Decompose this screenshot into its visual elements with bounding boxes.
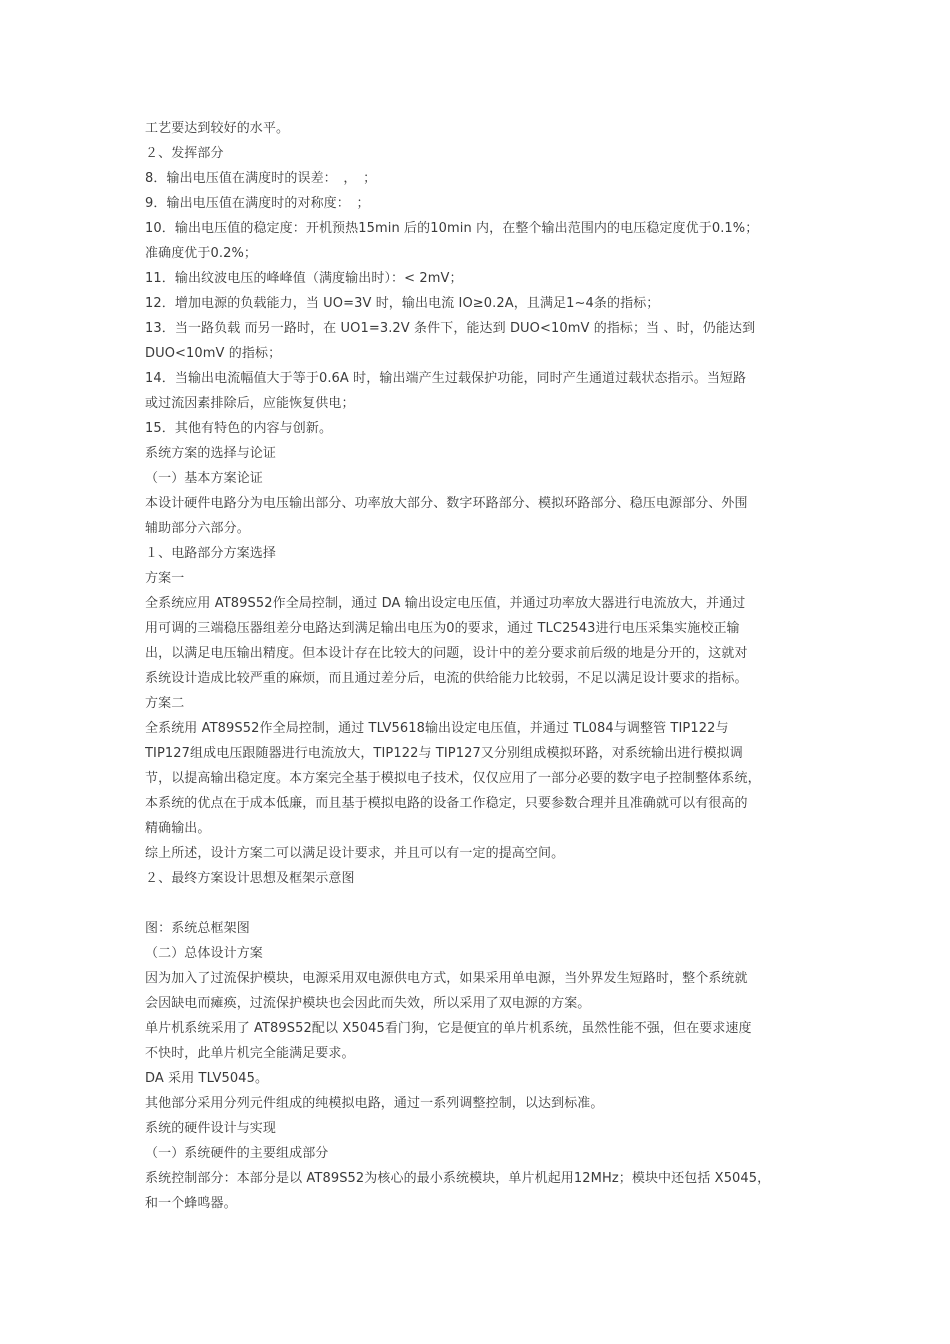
figure-caption: 图：系统总框架图: [145, 921, 250, 936]
text-line: 15．其他有特色的内容与创新。: [145, 421, 333, 436]
text-line: 和一个蜂鸣器。: [145, 1196, 237, 1211]
text-line: 11．输出纹波电压的峰峰值（满度输出时）：< 2mV；: [145, 271, 463, 286]
text-line: 8．输出电压值在满度时的误差： ， ；: [145, 171, 377, 186]
text-line: 会因缺电而瘫痪，过流保护模块也会因此而失效，所以采用了双电源的方案。: [145, 996, 591, 1011]
section-heading: （二）总体设计方案: [145, 946, 263, 961]
text-line: TIP127组成电压跟随器进行电流放大，TIP122与 TIP127又分别组成模拟环路，对系统输出进行模拟调: [145, 746, 743, 761]
text-line: 全系统应用 AT89S52作全局控制，通过 DA 输出设定电压值，并通过功率放大器进行电流放大，并通过: [145, 596, 746, 611]
blank-line: [145, 891, 811, 916]
text-line: 13．当一路负载 而另一路时，在 UO1=3.2V 条件下，能达到 DUO<10mV 的指标；当 、时，仍能达到: [145, 321, 756, 336]
text-line: 系统控制部分：本部分是以 AT89S52为核心的最小系统模块，单片机起用12MHz；模块中还包括 X5045，: [145, 1171, 771, 1186]
text-line: 用可调的三端稳压器组差分电路达到满足输出电压为0的要求，通过 TLC2543进行电压采集实施校正输: [145, 621, 740, 636]
section-heading: 系统方案的选择与论证: [145, 446, 277, 461]
section-heading: 方案一: [145, 571, 185, 586]
text-line: 本系统的优点在于成本低廉，而且基于模拟电路的设备工作稳定，只要参数合理并且准确就可以有很高的: [145, 796, 748, 811]
text-line: 不快时，此单片机完全能满足要求。: [145, 1046, 355, 1061]
text-line: 准确度优于0.2%；: [145, 246, 258, 261]
text-line: 辅助部分六部分。: [145, 521, 250, 536]
text-line: 单片机系统采用了 AT89S52配以 X5045看门狗，它是便宜的单片机系统，虽然性能不强，但在要求速度: [145, 1021, 752, 1036]
text-line: 精确输出。: [145, 821, 211, 836]
text-line: 系统设计造成比较严重的麻烦，而且通过差分后，电流的供给能力比较弱，不足以满足设计要求的指标。: [145, 671, 748, 686]
section-heading: （一）系统硬件的主要组成部分: [145, 1146, 329, 1161]
section-heading: 方案二: [145, 696, 185, 711]
text-line: 出，以满足电压输出精度。但本设计存在比较大的问题，设计中的差分要求前后级的地是分开的，这就对: [145, 646, 748, 661]
text-line: 节，以提高输出稳定度。本方案完全基于模拟电子技术，仅仅应用了一部分必要的数字电子控制整体系统，: [145, 771, 761, 786]
text-line: 因为加入了过流保护模块，电源采用双电源供电方式，如果采用单电源，当外界发生短路时，整个系统就: [145, 971, 748, 986]
section-heading: ２、发挥部分: [145, 146, 224, 161]
section-heading: 系统的硬件设计与实现: [145, 1121, 277, 1136]
text-line: 综上所述，设计方案二可以满足设计要求，并且可以有一定的提高空间。: [145, 846, 565, 861]
section-heading: １、电路部分方案选择: [145, 546, 277, 561]
document-body: [145, 116, 811, 1216]
text-line: 或过流因素排除后，应能恢复供电；: [145, 396, 355, 411]
text-line: 14．当输出电流幅值大于等于0.6A 时，输出端产生过载保护功能，同时产生通道过载状态指示。当短路: [145, 371, 747, 386]
section-heading: （一）基本方案论证: [145, 471, 263, 486]
text-line: DUO<10mV 的指标；: [145, 346, 282, 361]
section-heading: ２、最终方案设计思想及框架示意图: [145, 871, 355, 886]
text-line: 其他部分采用分列元件组成的纯模拟电路，通过一系列调整控制，以达到标准。: [145, 1096, 604, 1111]
text-line: 本设计硬件电路分为电压输出部分、功率放大部分、数字环路部分、模拟环路部分、稳压电源部分、外围: [145, 496, 748, 511]
text-line: 10．输出电压值的稳定度：开机预热15min 后的10min 内，在整个输出范围内的电压稳定度优于0.1%；: [145, 221, 759, 236]
text-line: 9．输出电压值在满度时的对称度： ；: [145, 196, 370, 211]
text-line: 12．增加电源的负载能力，当 UO=3V 时，输出电流 IO≥0.2A，且满足1~4条的指标；: [145, 296, 660, 311]
text-line: 全系统用 AT89S52作全局控制，通过 TLV5618输出设定电压值，并通过 TL084与调整管 TIP122与: [145, 721, 729, 736]
text-line: 工艺要达到较好的水平。: [145, 121, 290, 136]
text-line: DA 采用 TLV5045。: [145, 1071, 269, 1086]
